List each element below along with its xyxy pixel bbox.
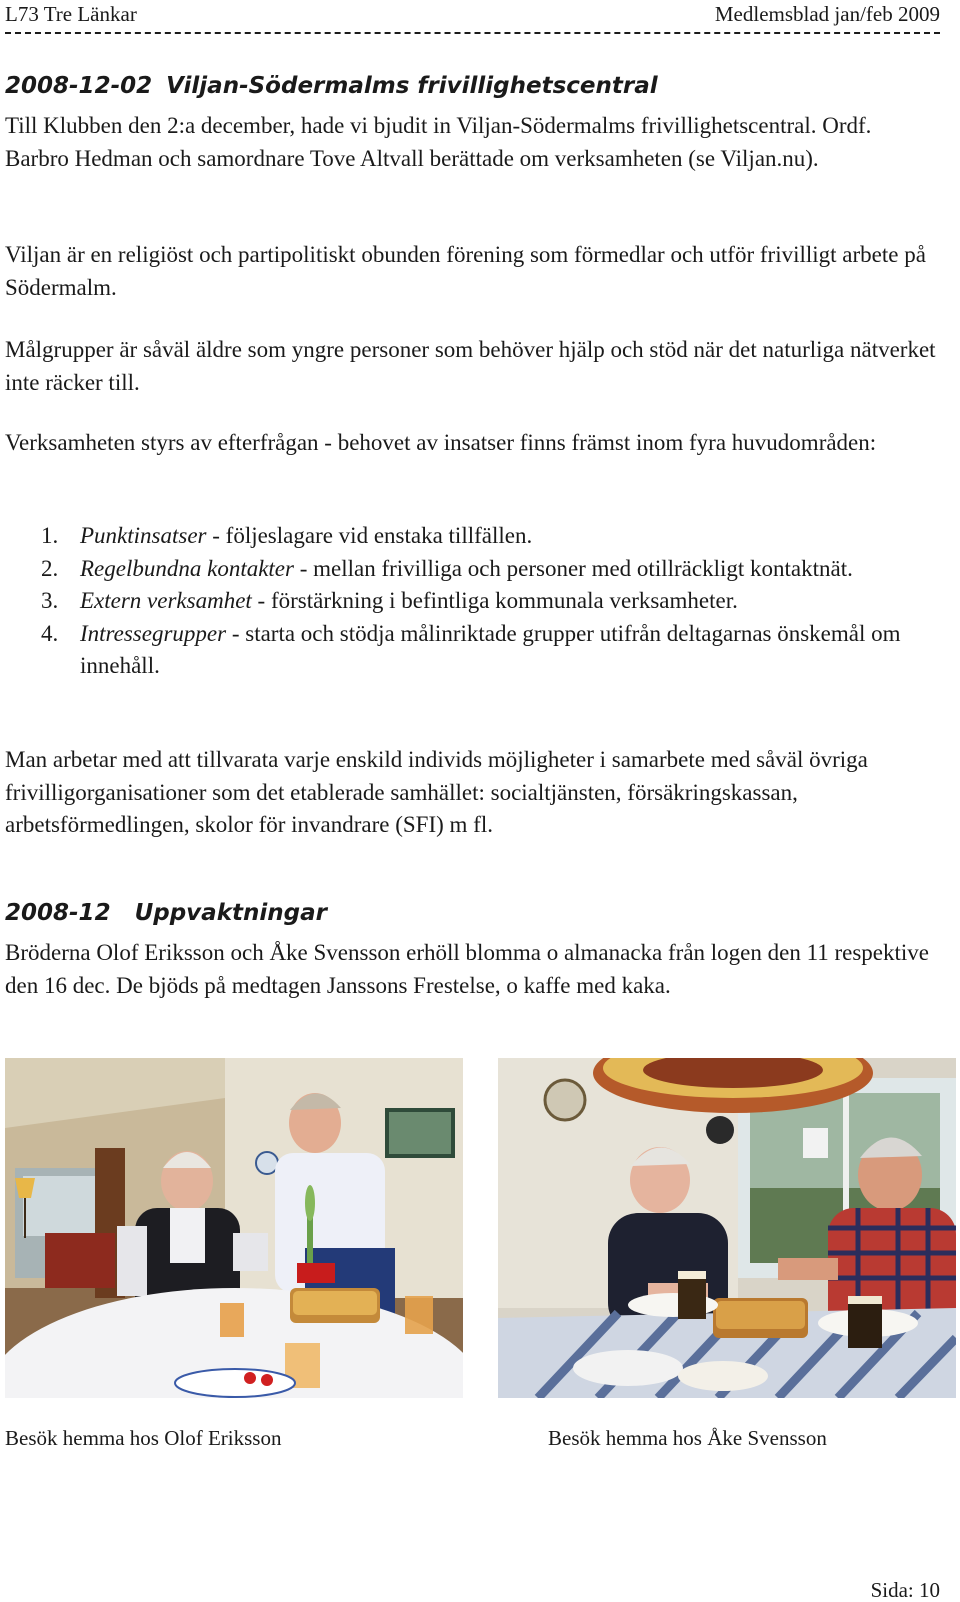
paragraph-intro: Till Klubben den 2:a december, hade vi bjudit in Viljan-Södermalms frivillighetscentral. Ordf. Barbro Hedman och samordnare Tove Altvall berättade om verksamheten (se Viljan.nu). <box>5 113 872 171</box>
list-item <box>5 618 940 683</box>
paragraph-areas: Verksamheten styrs av efterfrågan - behovet av insatser finns främst inom fyra huvudområden: <box>5 430 877 455</box>
list-number: 4. <box>41 620 59 646</box>
photo-caption-ake: Besök hemma hos Åke Svensson <box>548 1426 827 1450</box>
list-item <box>5 553 940 586</box>
list-term: Intressegrupper <box>80 620 227 646</box>
issue-label: Medlemsblad jan/feb 2009 <box>714 2 940 26</box>
section-title: Viljan-Södermalms frivillighetscentral <box>166 73 658 99</box>
list-term: Punktinsatser <box>80 523 207 548</box>
newsletter-name: L73 Tre Länkar <box>5 2 137 26</box>
list-text: - mellan frivilliga och personer med otillräckligt kontaktnät. <box>293 555 853 581</box>
photo-olof-eriksson <box>5 1058 463 1398</box>
list-text: - starta och stödja målinriktade grupper utifrån deltagarnas önskemål om innehåll. <box>80 620 901 678</box>
list-item <box>5 585 940 618</box>
section-date: 2008-12 <box>5 900 111 926</box>
section-date: 2008-12-02 <box>5 73 153 99</box>
list-term: Extern verksamhet <box>80 588 252 613</box>
page-header <box>5 2 940 26</box>
section-title: Uppvaktningar <box>134 900 327 926</box>
header-divider <box>5 32 940 34</box>
paragraph-uppvaktningar: Bröderna Olof Eriksson och Åke Svensson erhöll blomma o almanacka från logen den 11 respektive den 16 dec. De bjöds på medtagen Janssons Frestelse, o kaffe med kaka. <box>5 940 930 998</box>
paragraph-target-groups: Målgrupper är såväl äldre som yngre personer som behöver hjälp och stöd när det naturliga nätverket inte räcker till. <box>5 337 936 395</box>
list-text: - förstärkning i befintliga kommunala verksamheter. <box>251 588 738 613</box>
areas-list <box>5 520 940 683</box>
list-number: 2. <box>41 555 59 581</box>
section-heading-uppvaktningar <box>5 899 327 927</box>
list-term: Regelbundna kontakter <box>80 555 294 581</box>
photo-ake-svensson <box>498 1058 956 1398</box>
page-number: Sida: 10 <box>870 1578 940 1602</box>
section-heading-viljan <box>5 72 658 100</box>
list-number: 3. <box>41 588 59 613</box>
list-text: - följeslagare vid enstaka tillfällen. <box>206 523 533 548</box>
list-number: 1. <box>41 523 59 548</box>
list-item <box>5 520 940 553</box>
photo-caption-olof: Besök hemma hos Olof Eriksson <box>5 1426 282 1450</box>
paragraph-about: Viljan är en religiöst och partipolitiskt obunden förening som förmedlar och utför frivilligt arbete på Södermalm. <box>5 242 926 300</box>
paragraph-collaboration: Man arbetar med att tillvarata varje enskild individs möjligheter i samarbete med såväl övriga frivilligorganisationer som det etablerade samhället: socialtjänsten, försäkringskassan, arbetsförmedlingen, skolor för invandrare (SFI) m fl. <box>5 747 868 837</box>
